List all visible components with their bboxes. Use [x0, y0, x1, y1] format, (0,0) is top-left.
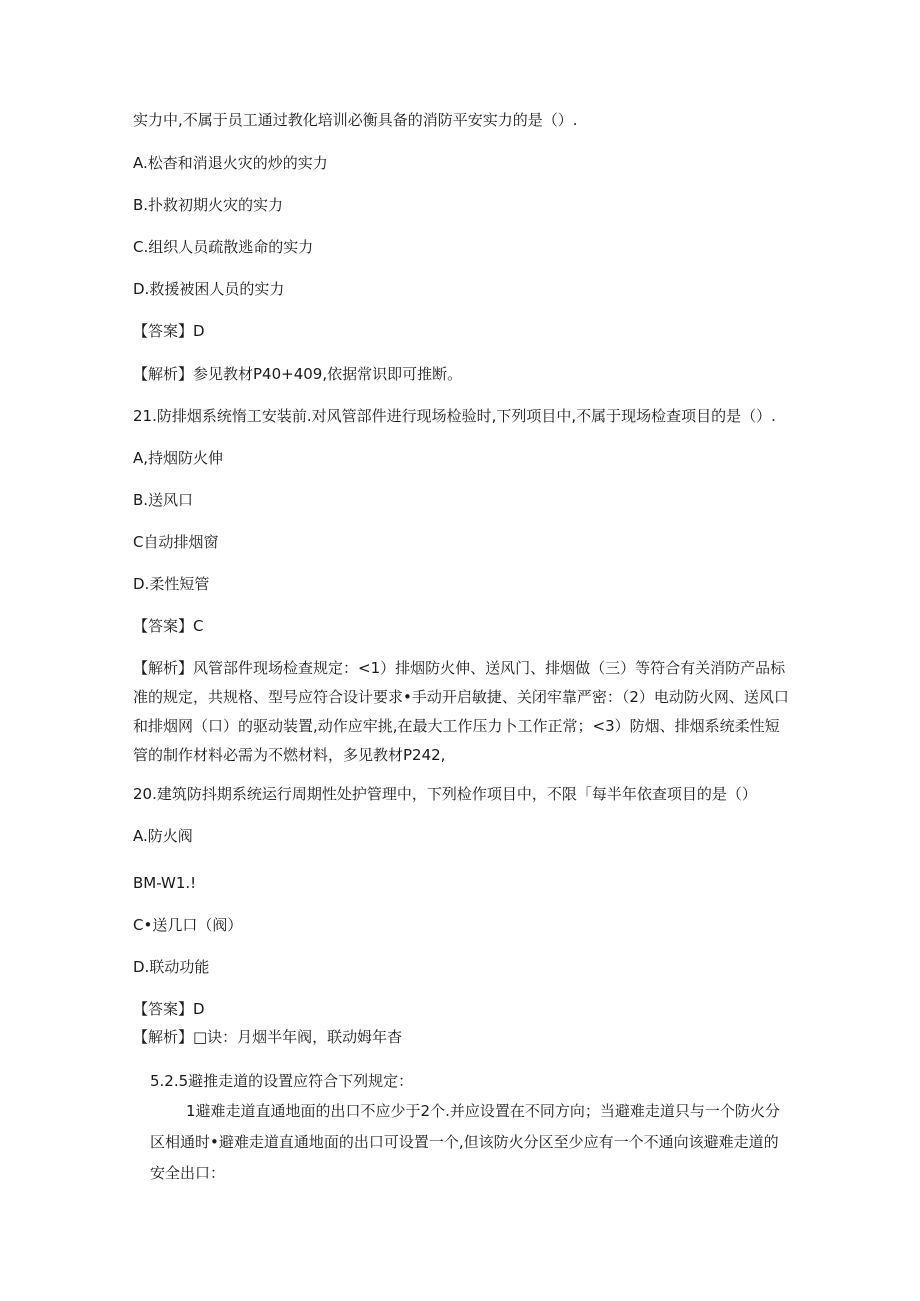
option-d: D.救援被困人员的实力 [133, 280, 285, 298]
option-a: A.防火阀 [133, 827, 193, 845]
question-stem: 20.建筑防抖期系统运行周期性处护管理中，下列检作项目中，不限「每半年依查项目的是（） [133, 785, 757, 803]
answer: 【答案】C [133, 617, 204, 635]
question-stem: 21.防排烟系统惰工安装前.对风管部件进行现场检验时,下列项目中,不属于现场检查项目的是（）. [133, 407, 776, 425]
option-b: B.送风口 [133, 491, 194, 509]
option-d: D.柔性短管 [133, 575, 210, 593]
option-a: A,持烟防火伸 [133, 449, 224, 467]
analysis: 【解析】风管部件现场检查规定：<1）排烟防火伸、送风门、排烟做（三）等符合有关消防产品标准的规定，共规格、型号应符合设计要求•手动开启敏捷、关闭牢靠严密：（2）电动防火网、送风口和排烟网（口）的驱动装置,动作应牢挑,在最大工作压力卜工作正常；<3）防烟、排烟系统柔性短管的制作材料必需为不燃材料，多见教材P242, [133, 659, 789, 764]
answer: 【答案】D [133, 1000, 205, 1018]
question-stem: 实力中,不属于员工通过教化培训必衡具备的消防平安实力的是（）. [133, 111, 578, 129]
option-a: A.松杳和消退火灾的炒的实力 [133, 154, 328, 172]
option-c: C.组织人员疏散逃命的实力 [133, 238, 314, 256]
regulation-item: 1避难走道直通地面的出口不应少于2个.并应设置在不同方向；当避难走道只与一个防火分区相通时•避难走道直通地面的出口可设置一个,但该防火分区至少应有一个不通向该避难走道的安全出口： [150, 1102, 780, 1182]
option-c: C•送几口（阀） [133, 916, 243, 934]
answer: 【答案】D [133, 322, 205, 340]
analysis: 【解析】参见教材P40+409,依据常识即可推断。 [133, 365, 463, 383]
option-d: D.联动功能 [133, 958, 210, 976]
analysis: 【解析】□诀：月烟半年阀，联动姆年杳 [133, 1028, 403, 1046]
option-b: B.扑救初期火灾的实力 [133, 196, 284, 214]
regulation-heading: 5.2.5避推走道的设置应符合下列规定： [150, 1072, 414, 1090]
option-c: C自动排烟窗 [133, 533, 219, 551]
option-b: BM-W1.! [133, 874, 197, 892]
